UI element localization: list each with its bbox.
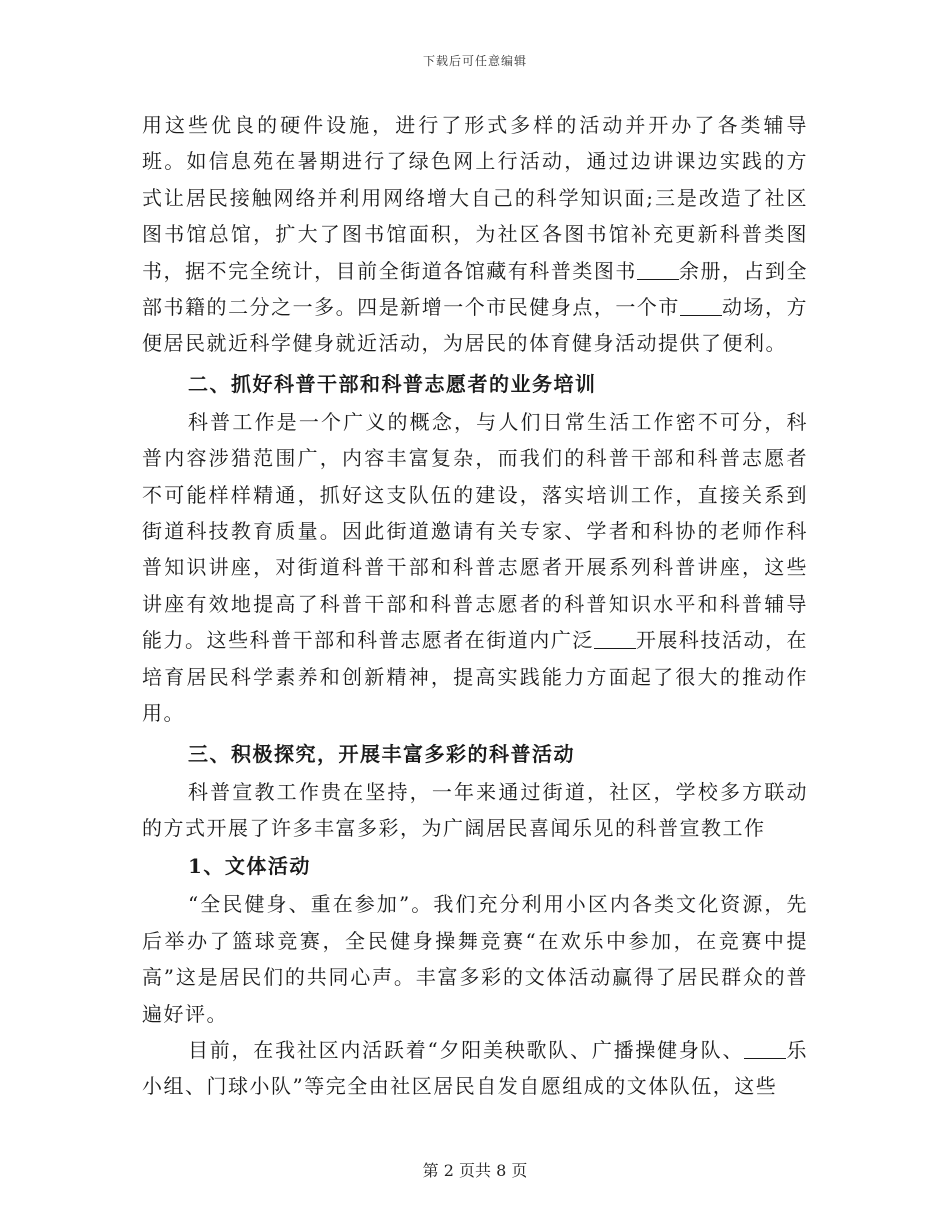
page-number-footer: 第 2 页共 8 页: [422, 1161, 528, 1180]
paragraph-teams: [142, 1032, 808, 1105]
blank-underline: [680, 295, 722, 316]
paragraph-text: 用这些优良的硬件设施，进行了形式多样的活动并开办了各类辅导班。如信息苑在暑期进行了绿色网上行活动，通过边讲课边实践的方式让居民接触网络并利用网络增大自己的科学知识面;三是改造了社区图书馆总馆，扩大了图书馆面积，为社区各图书馆补充更新科普类图书，据不完全统计，目前全街道各馆藏有科普类图书: [142, 113, 808, 283]
paragraph-activities: 科普宣教工作贵在坚持，一年来通过街道，社区，学校多方联动的方式开展了许多丰富多彩，为广阔居民喜闻乐见的科普宣教工作: [142, 779, 808, 840]
paragraph-text: 开展科技活动，在培育居民科学素养和创新精神，提高实践能力方面起了很大的推动作用。: [142, 628, 809, 726]
blank-underline: [744, 1038, 786, 1059]
paragraph-sports: “全民健身、重在参加”。我们充分利用小区内各类文化资源，先后举办了篮球竞赛，全民健身操舞竞赛“在欢乐中参加，在竞赛中提高”这是居民们的共同心声。丰富多彩的文体活动赢得了居民群众的普遍好评。: [142, 892, 808, 1026]
paragraph-text: 余册，占到全部书籍的二分之一多。四是新增一个市民健身点，一个市: [142, 258, 809, 320]
page-header-note: 下载后可任意编辑: [422, 54, 527, 68]
blank-underline: [637, 259, 679, 280]
paragraph-text: 科普工作是一个广义的概念，与人们日常生活工作密不可分，科普内容涉猎范围广，内容丰富复杂，而我们的科普干部和科普志愿者不可能样样精通，抓好这支队伍的建设，落实培训工作，直接关系到街道科技教育质量。因此街道邀请有关专家、学者和科协的老师作科普知识讲座，对街道科普干部和科普志愿者开展系列科普讲座，这些讲座有效地提高了科普干部和科普志愿者的科普知识水平和科普辅导能力。这些科普干部和科普志愿者在街道内广泛: [142, 409, 808, 653]
document-body: [142, 107, 808, 1105]
subsection-heading-sports: 1、文体活动: [188, 854, 311, 879]
paragraph-text: 目前，在我社区内活跃着“夕阳美秧歌队、广播操健身队、: [188, 1037, 745, 1062]
section-heading-training: 二、抓好科普干部和科普志愿者的业务培训: [188, 371, 597, 396]
paragraph-text: 动场，方便居民就近科学健身就近活动，为居民的体育健身活动提供了便利。: [142, 295, 809, 356]
paragraph-facilities: [142, 107, 808, 362]
paragraph-text: 乐小组、门球小队”等完全由社区居民自发自愿组成的文体队伍，这些: [142, 1037, 809, 1099]
paragraph-training: [142, 404, 808, 732]
blank-underline: [594, 628, 636, 649]
section-heading-activities: 三、积极探究，开展丰富多彩的科普活动: [188, 741, 575, 766]
